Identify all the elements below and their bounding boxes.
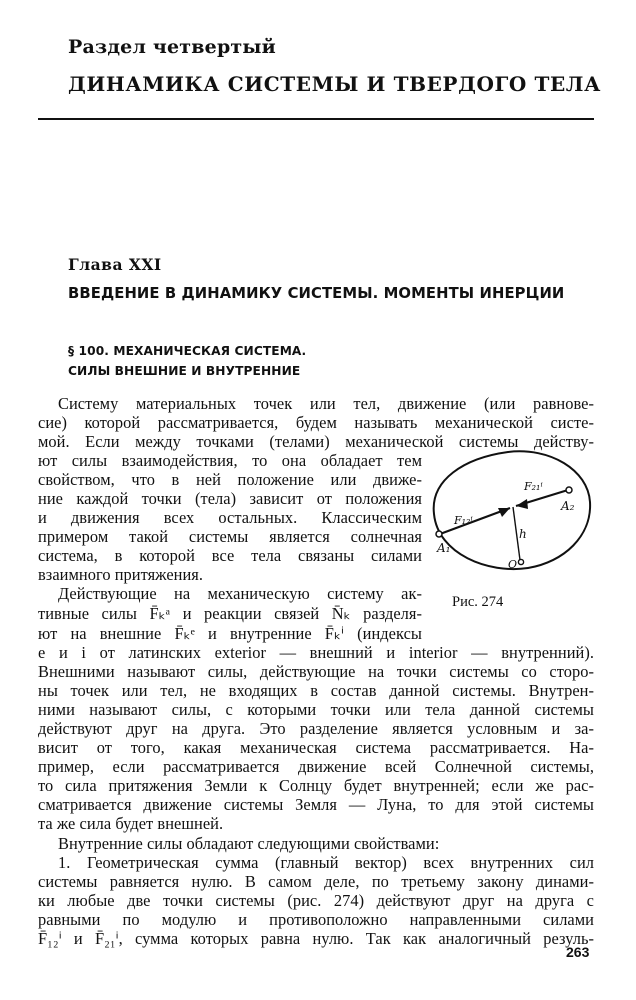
chapter-title: ВВЕДЕНИЕ В ДИНАМИКУ СИСТЕМЫ. МОМЕНТЫ ИНЕРЦИИ: [68, 285, 565, 302]
body-line: тивные силы F̄ₖᵃ и реакции связей N̄ₖ разделя-: [38, 604, 422, 623]
point-a2: [566, 487, 572, 493]
label-h: h: [519, 527, 527, 541]
page-number: 263: [566, 944, 590, 960]
body-line: взаимного притяжения.: [38, 565, 204, 584]
body-line: ки любые две точки системы (рис. 274) действуют друг на друга с: [38, 891, 594, 910]
label-a1: A₁: [437, 541, 451, 555]
body-line: висит от того, какая механическая система рассматривается. На-: [38, 738, 594, 757]
label-a2: A₂: [561, 499, 575, 513]
body-line: ние каждой точки (тела) зависит от положения: [38, 489, 422, 508]
body-line: та же сила будет внешней.: [38, 814, 224, 833]
force-f21-arrowhead: [516, 499, 528, 509]
body-line: e и i от латинских exterior — внешний и interior — внутренний).: [38, 643, 594, 662]
body-line: Внешними называют силы, действующие на точки системы со сторо-: [38, 662, 594, 681]
paragraph-title: [68, 341, 488, 381]
body-line: 1. Геометрическая сумма (главный вектор) всех внутренних сил: [58, 853, 594, 872]
body-line: Действующие на механическую систему ак-: [58, 584, 422, 603]
point-a1: [436, 531, 442, 537]
point-o: [518, 559, 523, 564]
body-line: примером такой системы является солнечная: [38, 527, 422, 546]
body-line: ют силы взаимодействия, то она обладает тем: [38, 451, 422, 470]
figure-274: [424, 444, 596, 584]
body-line: мой. Если между точками (телами) механической системы действу-: [38, 432, 594, 451]
paragraph-title-line1: § 100. МЕХАНИЧЕСКАЯ СИСТЕМА.: [68, 344, 307, 358]
section-label: Раздел четвертый: [68, 36, 276, 58]
body-line: системы равняется нулю. В самом деле, по третьему закону динами-: [38, 872, 594, 891]
body-line: F̄₁₂ⁱ и F̄₂₁ⁱ, сумма которых равна нулю. Так как аналогичный резуль-: [38, 929, 594, 948]
body-line: сматривается движение системы Земля — Луна, то для этой системы: [38, 795, 594, 814]
section-title: ДИНАМИКА СИСТЕМЫ И ТВЕРДОГО ТЕЛА: [68, 72, 601, 96]
paragraph-title-line2: СИЛЫ ВНЕШНИЕ И ВНУТРЕННИЕ: [68, 364, 301, 378]
chapter-label: Глава XXI: [68, 255, 162, 274]
body-line: Систему материальных точек или тел, движение (или равнове-: [58, 394, 594, 413]
body-line: и движения всех остальных. Классическим: [38, 508, 422, 527]
body-line: сие) которой рассматривается, будем называть механической систе-: [38, 413, 594, 432]
body-line: система, в которой все тела связаны силами: [38, 546, 422, 565]
label-f12: F₁₂ⁱ: [454, 514, 473, 527]
figure-caption: Рис. 274: [452, 594, 504, 610]
body-line: ны точек или тел, не входящих в состав данной системы. Внутрен-: [38, 681, 594, 700]
body-line: свойством, что в ней положение или движе-: [38, 470, 422, 489]
label-f21: F₂₁ⁱ: [524, 480, 543, 493]
body-line: пример, если рассматривается движение всей Солнечной системы,: [38, 757, 594, 776]
header-rule: [38, 118, 594, 120]
force-f12-line: [440, 508, 510, 534]
body-line: действуют друг на друга. Это разделение является условным и за-: [38, 719, 594, 738]
body-line: то сила притяжения Земли к Солнцу будет внутренней; если же рас-: [38, 776, 594, 795]
body-line: Внутренние силы обладают следующими свойствами:: [58, 834, 440, 853]
label-o: O: [508, 558, 518, 571]
body-line: ют на внешние F̄ₖᵉ и внутренние F̄ₖⁱ (индексы: [38, 624, 422, 643]
body-line: ними называют силы, с которыми точки или тела данной системы: [38, 700, 594, 719]
body-line: равными по модулю и противоположно направленными силами: [38, 910, 594, 929]
